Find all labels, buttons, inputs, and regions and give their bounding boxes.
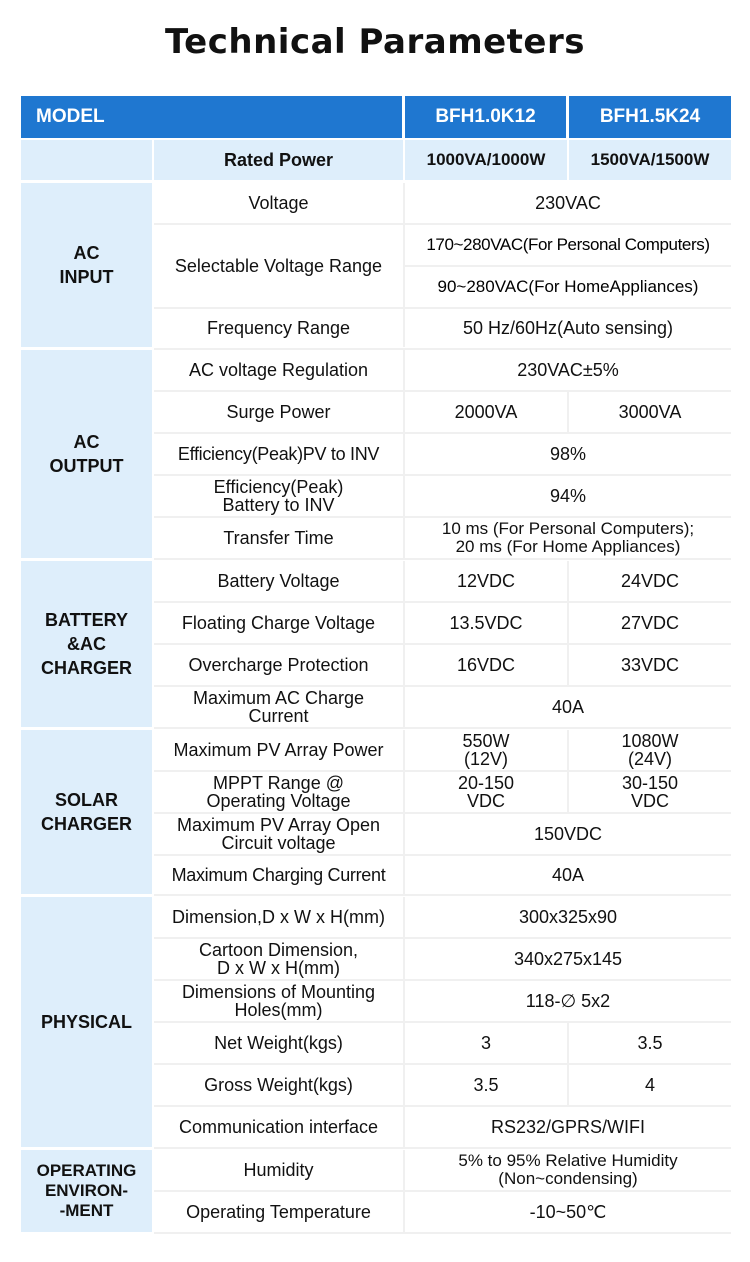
row-value: 230VAC xyxy=(403,183,731,223)
table-row xyxy=(154,476,731,516)
table-row xyxy=(154,856,731,894)
row-value: 230VAC±5% xyxy=(403,350,731,390)
row-label: Selectable Voltage Range xyxy=(174,256,383,276)
header-model-2: BFH1.5K24 xyxy=(569,96,731,138)
row-value: 550W (12V) xyxy=(403,730,567,770)
table-row xyxy=(154,309,731,347)
table-row xyxy=(154,814,731,854)
row-value: 3 xyxy=(403,1023,567,1063)
row-value: 30-150 VDC xyxy=(567,772,731,812)
row-label: Maximum AC Charge Current xyxy=(192,688,365,726)
page-title: Technical Parameters xyxy=(164,22,585,62)
row-label: Communication interface xyxy=(178,1117,379,1137)
table-row xyxy=(154,1107,731,1147)
header-model: MODEL xyxy=(21,96,402,138)
row-label: Transfer Time xyxy=(223,528,334,548)
table-row xyxy=(154,1150,731,1190)
row-label: Surge Power xyxy=(226,402,331,422)
table-row xyxy=(154,434,731,474)
rated-power-row xyxy=(154,140,731,180)
table-row xyxy=(154,939,731,979)
row-value: 90~280VAC(For HomeAppliances) xyxy=(437,277,699,296)
row-label: Operating Temperature xyxy=(186,1202,371,1222)
row-value: 1000VA/1000W xyxy=(403,140,567,180)
table-row xyxy=(154,225,731,307)
row-value: 27VDC xyxy=(567,603,731,643)
table-row xyxy=(154,1023,731,1063)
row-label: Humidity xyxy=(243,1160,314,1180)
section-ac-input: AC INPUT xyxy=(21,183,152,347)
row-value: 118-∅ 5x2 xyxy=(403,981,731,1021)
row-value: -10~50℃ xyxy=(403,1192,731,1232)
row-value: 1080W (24V) xyxy=(567,730,731,770)
row-value: 24VDC xyxy=(567,561,731,601)
row-value: 3000VA xyxy=(567,392,731,432)
row-label: Voltage xyxy=(248,193,309,213)
rated-corner xyxy=(21,140,152,180)
row-value: 98% xyxy=(403,434,731,474)
row-value: 20-150 VDC xyxy=(403,772,567,812)
table-row xyxy=(154,687,731,727)
row-label: Overcharge Protection xyxy=(188,655,369,675)
table-row xyxy=(154,1192,731,1232)
table-row xyxy=(154,730,731,770)
section-battery: BATTERY &AC CHARGER xyxy=(21,561,152,727)
row-value: 2000VA xyxy=(403,392,567,432)
row-value: 94% xyxy=(403,476,731,516)
table-row xyxy=(154,392,731,432)
row-label: Efficiency(Peak)PV to INV xyxy=(177,444,380,464)
row-value: 3.5 xyxy=(567,1023,731,1063)
row-value: 4 xyxy=(567,1065,731,1105)
table-row xyxy=(154,897,731,937)
section-operating: OPERATING ENVIRON- -MENT xyxy=(21,1150,152,1232)
row-label: Dimensions of Mounting Holes(mm) xyxy=(181,982,376,1020)
table-row xyxy=(154,603,731,643)
table-row xyxy=(154,981,731,1021)
row-label: Floating Charge Voltage xyxy=(181,613,376,633)
row-label: Battery Voltage xyxy=(217,571,340,591)
row-value: 13.5VDC xyxy=(403,603,567,643)
row-label: AC voltage Regulation xyxy=(188,360,369,380)
row-value: 3.5 xyxy=(403,1065,567,1105)
row-value: 40A xyxy=(403,687,731,727)
row-value: 10 ms (For Personal Computers); 20 ms (For Home Appliances) xyxy=(403,518,731,558)
row-label: Rated Power xyxy=(223,150,334,170)
table-row xyxy=(154,183,731,223)
row-value: 1500VA/1500W xyxy=(567,140,731,180)
row-value: RS232/GPRS/WIFI xyxy=(403,1107,731,1147)
row-value: 16VDC xyxy=(403,645,567,685)
row-label: Cartoon Dimension, D x W x H(mm) xyxy=(198,940,359,978)
section-ac-output: AC OUTPUT xyxy=(21,350,152,558)
table-row xyxy=(154,772,731,812)
row-value: 5% to 95% Relative Humidity (Non~condensing) xyxy=(403,1150,731,1190)
row-value: 40A xyxy=(403,856,731,894)
row-value: 150VDC xyxy=(403,814,731,854)
table-row xyxy=(154,561,731,601)
row-label: MPPT Range @ Operating Voltage xyxy=(206,773,351,811)
row-label: Maximum PV Array Open Circuit voltage xyxy=(176,815,381,853)
header-model-1: BFH1.0K12 xyxy=(405,96,566,138)
row-value: 170~280VAC(For Personal Computers) xyxy=(426,235,710,254)
row-value: 340x275x145 xyxy=(403,939,731,979)
row-label: Gross Weight(kgs) xyxy=(204,1075,353,1095)
row-label: Frequency Range xyxy=(206,318,351,338)
row-value: 12VDC xyxy=(403,561,567,601)
table-row xyxy=(154,645,731,685)
table-row xyxy=(154,1065,731,1105)
row-label: Efficiency(Peak) Battery to INV xyxy=(213,477,344,515)
row-value: 33VDC xyxy=(567,645,731,685)
table-row xyxy=(154,518,731,558)
section-solar: SOLAR CHARGER xyxy=(21,730,152,894)
row-label: Maximum Charging Current xyxy=(171,865,386,885)
row-value: 300x325x90 xyxy=(403,897,731,937)
table-row xyxy=(154,350,731,390)
row-value: 50 Hz/60Hz(Auto sensing) xyxy=(403,309,731,347)
row-label: Dimension,D x W x H(mm) xyxy=(171,907,385,927)
section-physical: PHYSICAL xyxy=(21,897,152,1147)
row-label: Net Weight(kgs) xyxy=(214,1033,343,1053)
row-label: Maximum PV Array Power xyxy=(173,740,384,760)
